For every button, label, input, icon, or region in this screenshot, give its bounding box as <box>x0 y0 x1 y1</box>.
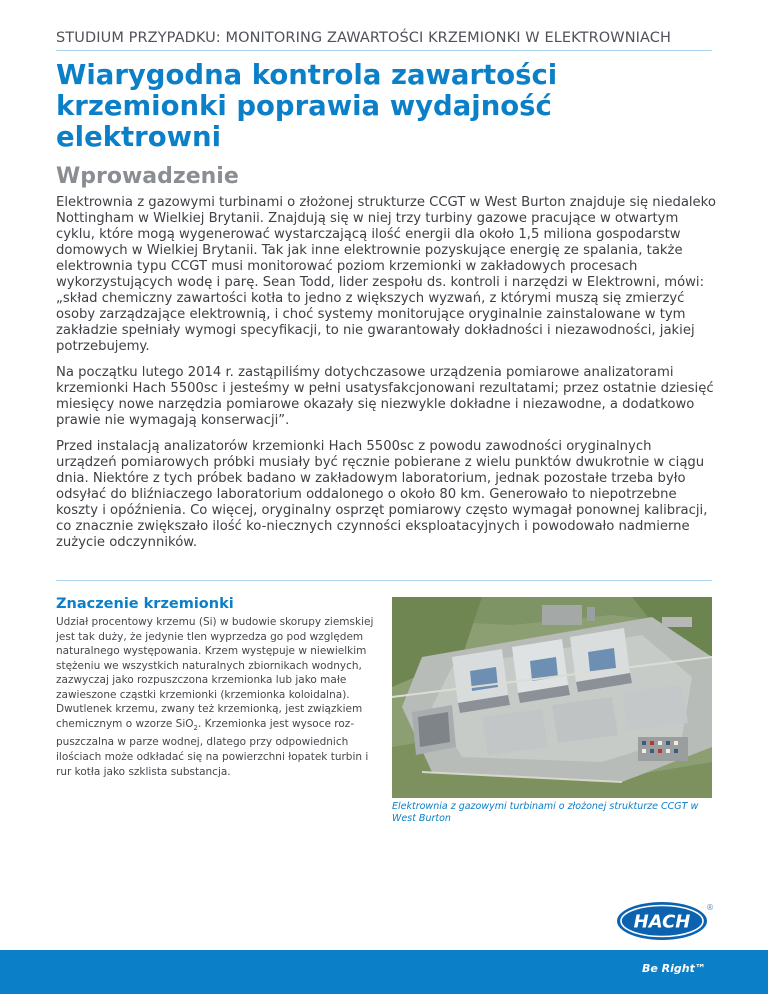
photo-caption: Elektrownia z gazowymi turbinami o złożonej strukturze CCGT w West Burton <box>392 801 699 824</box>
paragraph-3: Przed instalacją analizatorów krzemionki Hach 5500sc z powodu zawodności oryginalnych urządzeń pomiarowych próbki musiały być ręcznie pobierane z wielu punktów dwukrotnie w ciągu dnia. Niektóre z tych próbek badano w zakładowym laboratorium, jednak pozostałe trzeba było odsyłać do bliźniaczego laboratorium oddalonego o około 80 km. Generowało to niepotrzebne koszty i opóźnienia. Co więcej, oryginalny osprzęt pomiarowy często wymagał ponownej kalibracji, co znacznie zwiększało ilość ko-niecznych czynności eksploatacyjnych i powodowało nadmierne zużycie odczynników. <box>56 439 708 550</box>
sidebar-text-part-1: Udział procentowy krzemu (Si) w budowie skorupy ziemskiej jest tak duży, że jedynie tlen wyprzedza go pod względem naturalnego występowania. Krzem występuje w niewielkim stężeniu we wszystkich naturalnych zbiornikach wodnych, zazwyczaj jako rozpuszczona krzemionka lub jako małe zawieszone cząstki krzemionki (krzemionka koloidalna). Dwutlenek krzemu, zwany też krzemionką, jest związkiem chemicznym o wzorze SiO <box>56 616 374 730</box>
brand-tagline: Be Right™ <box>642 962 706 975</box>
registered-mark: ® <box>706 903 714 912</box>
sidebar-heading: Znaczenie krzemionki <box>56 596 234 612</box>
sidebar-text-part-2: . Krzemionka jest wysoce roz-puszczalna w parze wodnej, dlatego przy odpowiednich ilościach może odkładać się na powierzchni łopatek turbin i rur kotła jako szklista substancja. <box>56 717 369 778</box>
power-plant-aerial-photo <box>392 597 712 798</box>
hach-logo <box>608 895 716 965</box>
document-kicker: STUDIUM PRZYPADKU: MONITORING ZAWARTOŚCI KRZEMIONKI W ELEKTROWNIACH <box>56 30 672 46</box>
sidebar-text <box>56 615 374 779</box>
header-divider <box>56 50 712 51</box>
section-divider <box>56 580 712 581</box>
section-heading-introduction: Wprowadzenie <box>56 164 239 189</box>
page-title: Wiarygodna kontrola zawartości krzemionki poprawia wydajność elektrowni <box>56 59 558 153</box>
logo-wordmark: HACH <box>633 911 691 933</box>
sio2-subscript: 2 <box>193 723 198 732</box>
introduction-body <box>56 195 716 561</box>
paragraph-1: Elektrownia z gazowymi turbinami o złożonej strukturze CCGT w West Burton znajduje się niedaleko Nottingham w Wielkiej Brytanii. Znajdują się w niej trzy turbiny gazowe pracujące w otwartym cyklu, które mogą wygenerować wystarczającą ilość energii dla około 1,5 miliona gospodarstw domowych w Wielkiej Brytanii. Tak jak inne elektrownie pozyskujące energię ze spalania, także elektrownia typu CCGT musi monitorować poziom krzemionki w zakładowych procesach wykorzystujących wodę i parę. Sean Todd, lider zespołu ds. kontroli i narzędzi w Elektrowni, mówi: „skład chemiczny zawartości kotła to jedno z większych wyzwań, z którymi muszą się zmierzyć osoby zarządzające elektrownią, i choć systemy monitorujące oryginalnie zainstalowane w tym zakładzie spełniały wymogi specyfikacji, to nie gwarantowały dokładności i niezawodności, jakiej potrzebujemy. <box>56 195 716 354</box>
paragraph-2: Na początku lutego 2014 r. zastąpiliśmy dotychczasowe urządzenia pomiarowe analizatorami krzemionki Hach 5500sc i jesteśmy w pełni usatysfakcjonowani rezultatami; przez ostatnie dziesięć miesięcy nowe narzędzia pomiarowe okazały się niezwykle dokładne i niezawodne, a dodatkowo prawie nie wymagają konserwacji”. <box>56 365 714 428</box>
